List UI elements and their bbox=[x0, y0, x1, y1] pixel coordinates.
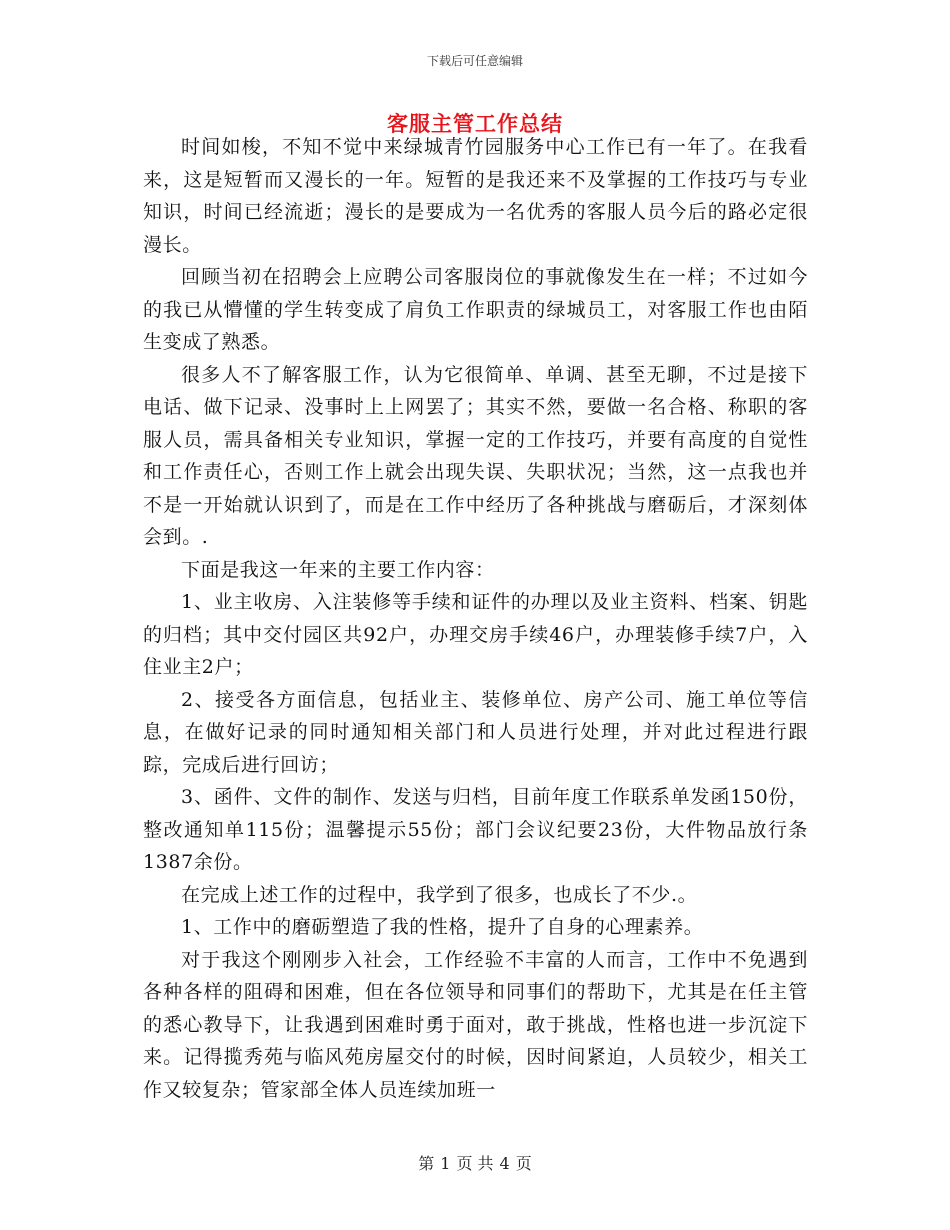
document-title: 客服主管工作总结 bbox=[387, 111, 563, 136]
paragraph-4: 下面是我这一年来的主要工作内容： bbox=[181, 558, 495, 581]
footer-total-pages: 4 bbox=[499, 1154, 510, 1173]
page-footer bbox=[0, 1154, 950, 1174]
footer-prefix: 第 bbox=[418, 1154, 435, 1173]
footer-suffix: 页 bbox=[515, 1154, 532, 1173]
footer-mid: 页 共 bbox=[456, 1154, 494, 1173]
paragraph-7: 3、函件、文件的制作、发送与归档，目前年度工作联系单发函150份，整改通知单115份；温馨提示55份；部门会议纪要23份，大件物品放行条1387余份。 bbox=[143, 786, 808, 873]
paragraph-9: 1、工作中的磨砺塑造了我的性格，提升了自身的心理素养。 bbox=[181, 916, 704, 938]
paragraph-3: 很多人不了解客服工作，认为它很简单、单调、甚至无聊，不过是接下电话、做下记录、没事时上上网罢了；其实不然，要做一名合格、称职的客服人员，需具备相关专业知识，掌握一定的工作技巧，并要有高度的自觉性和工作责任心，否则工作上就会出现失误、失职状况；当然，这一点我也并不是一开始就认识到了，而是在工作中经历了各种挑战与磨砺后，才深刻体会到。. bbox=[143, 363, 808, 548]
paragraph-1: 时间如梭，不知不觉中来绿城青竹园服务中心工作已有一年了。在我看来，这是短暂而又漫长的一年。短暂的是我还来不及掌握的工作技巧与专业知识，时间已经流逝；漫长的是要成为一名优秀的客服人员今后的路必定很漫长。 bbox=[143, 136, 808, 256]
page-header-note: 下载后可任意编辑 bbox=[426, 54, 523, 68]
footer-current-page: 1 bbox=[440, 1154, 451, 1173]
paragraph-5: 1、业主收房、入注装修等手续和证件的办理以及业主资料、档案、钥匙的归档；其中交付园区共92户，办理交房手续46户，办理装修手续7户，入住业主2户； bbox=[143, 591, 808, 678]
paragraph-10: 对于我这个刚刚步入社会，工作经验不丰富的人而言，工作中不免遇到各种各样的阻碍和困难，但在各位领导和同事们的帮助下，尤其是在任主管的悉心教导下，让我遇到困难时勇于面对，敢于挑战，性格也进一步沉淀下来。记得揽秀苑与临风苑房屋交付的时候，因时间紧迫，人员较少，相关工作又较复杂；管家部全体人员连续加班一 bbox=[143, 948, 808, 1101]
document-body bbox=[143, 131, 808, 1106]
paragraph-8: 在完成上述工作的过程中，我学到了很多，也成长了不少.。 bbox=[181, 883, 698, 906]
paragraph-6: 2、接受各方面信息，包括业主、装修单位、房产公司、施工单位等信息，在做好记录的同时通知相关部门和人员进行处理，并对此过程进行跟踪，完成后进行回访； bbox=[143, 688, 808, 776]
paragraph-2: 回顾当初在招聘会上应聘公司客服岗位的事就像发生在一样；不过如今的我已从懵懂的学生转变成了肩负工作职责的绿城员工，对客服工作也由陌生变成了熟悉。 bbox=[143, 266, 808, 353]
